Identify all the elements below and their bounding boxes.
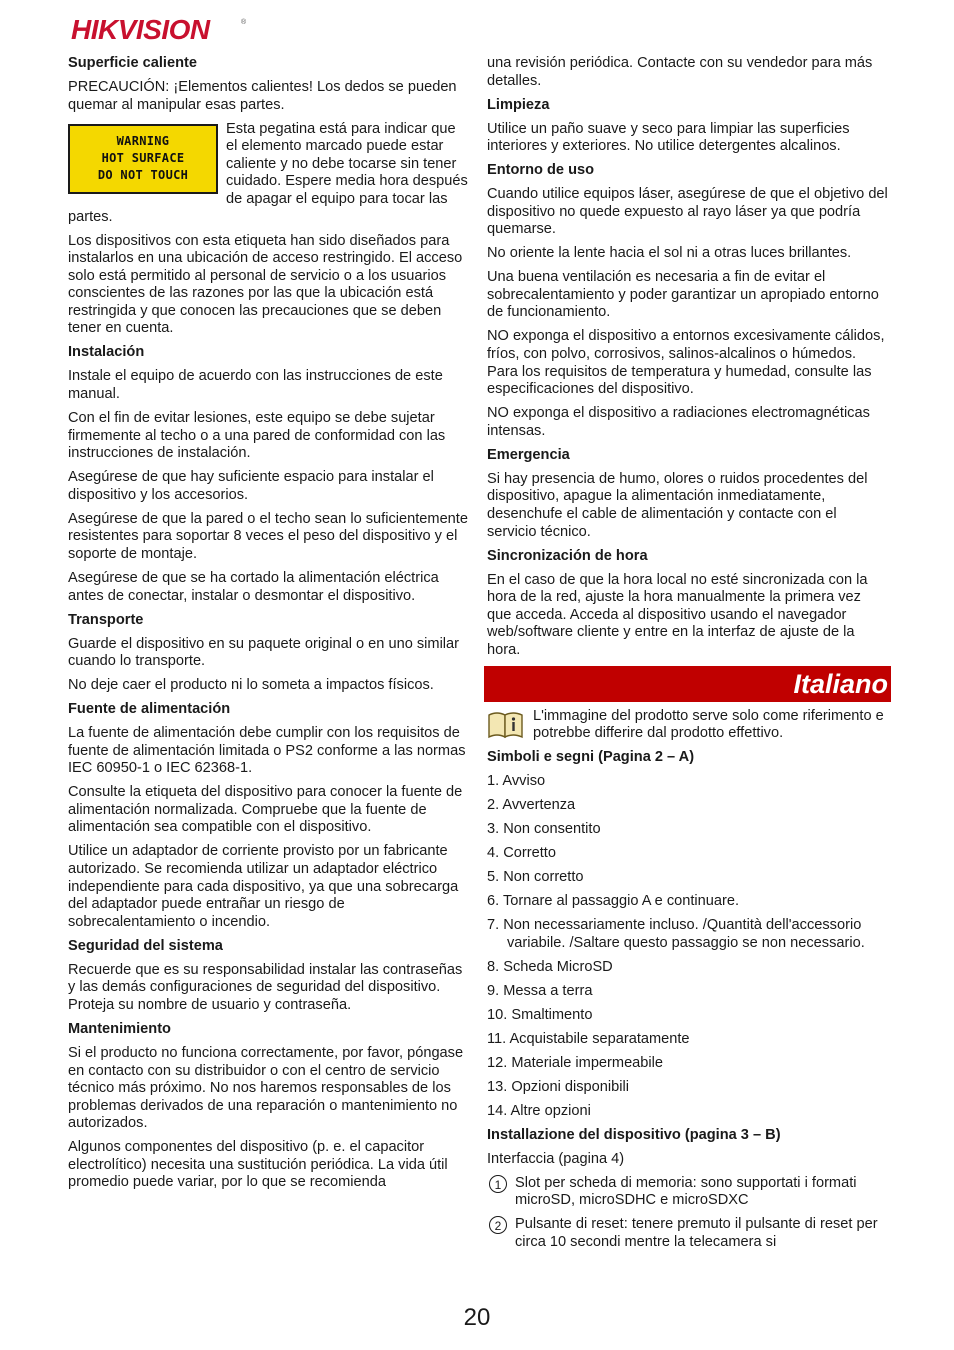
time-sync-heading: Sincronización de hora bbox=[487, 547, 648, 564]
emergency-paragraph: Si hay presencia de humo, olores o ruidos procedentes del dispositivo, apague la alimentación inmediatamente, desenchufe el cable de alimentación y contacte con el servicio técnico. bbox=[487, 470, 868, 540]
circled-number: 1 bbox=[489, 1175, 507, 1193]
transport-heading: Transporte bbox=[68, 611, 144, 628]
symbol-list-item: 1. Avviso bbox=[487, 773, 546, 790]
interface-item bbox=[487, 1216, 889, 1251]
environment-heading: Entorno de uso bbox=[487, 162, 595, 179]
note-info-icon bbox=[487, 709, 525, 739]
note-text: L'immagine del prodotto serve solo come riferimento e potrebbe differire dal prodotto effettivo. bbox=[533, 707, 884, 742]
warning-line-3: DO NOT TOUCH bbox=[97, 168, 189, 183]
power-supply-paragraph: Consulte la etiqueta del dispositivo para conocer la fuente de alimentación normalizada. Compruebe que la fuente de alimentación sea compatible con el dispositivo. bbox=[68, 784, 463, 836]
system-security-paragraph: Recuerde que es su responsabilidad instalar las contraseñas y las demás configuraciones de seguridad del dispositivo. Proteja su nombre de usuario y contraseña. bbox=[68, 961, 463, 1013]
cleaning-paragraph: Utilice un paño suave y seco para limpiar las superficies interiores y exteriores. No utilice detergentes alcalinos. bbox=[487, 120, 850, 155]
symbol-list-item: 12. Materiale impermeabile bbox=[487, 1054, 664, 1071]
symbol-list-item: 3. Non consentito bbox=[487, 821, 601, 838]
maintenance-paragraph: Si el producto no funciona correctamente, por favor, póngase en contacto con su distribuidor o con el centro de servicio técnico más próximo. No nos haremos responsables de los problemas derivados de una reparación o mantenimiento no autorizados. bbox=[68, 1044, 464, 1132]
left-column bbox=[68, 55, 470, 1198]
installation-heading: Instalación bbox=[68, 344, 145, 361]
power-supply-heading: Fuente de alimentación bbox=[68, 701, 231, 718]
transport-paragraph: Guarde el dispositivo en su paquete original o en uno similar cuando lo transporte. bbox=[68, 635, 460, 670]
brand-text: HIKVISION bbox=[71, 14, 210, 44]
symbol-list-item: 4. Corretto bbox=[487, 845, 556, 862]
interface-item-text: Pulsante di reset: tenere premuto il pulsante di reset per circa 10 secondi mentre la telecamera si bbox=[515, 1216, 878, 1250]
registered-mark: ® bbox=[241, 19, 247, 26]
interface-item-text: Slot per scheda di memoria: sono supportati i formati microSD, microSDHC e microSDXC bbox=[515, 1174, 857, 1209]
time-sync-paragraph: En el caso de que la hora local no esté sincronizada con la hora de la red, ajuste la hora manualmente la primera vez que acceda. Acceda al dispositivo usando el navegador web/software cliente y entre en la interfaz de ajuste de la hora. bbox=[487, 571, 868, 658]
symbol-list-item: 7. Non necessariamente incluso. /Quantità dell'accessorio variabile. /Saltare questo passaggio se non necessario. bbox=[487, 917, 865, 951]
interface-item bbox=[487, 1175, 889, 1210]
symbol-list-item: 13. Opzioni disponibili bbox=[487, 1078, 629, 1095]
symbol-list-item: 10. Smaltimento bbox=[487, 1006, 593, 1023]
symbols-heading: Simboli e segni (Pagina 2 – A) bbox=[487, 749, 695, 766]
installation-paragraph: Asegúrese de que hay suficiente espacio para instalar el dispositivo y los accesorios. bbox=[68, 469, 434, 503]
environment-paragraph: Una buena ventilación es necesaria a fin de evitar el sobrecalentamiento y poder garantizar un apropiado entorno de funcionamiento. bbox=[487, 269, 879, 321]
installation-paragraph: Asegúrese de que se ha cortado la alimentación eléctrica antes de conectar, instalar o desmontar el dispositivo. bbox=[68, 569, 439, 604]
symbol-list-item: 5. Non corretto bbox=[487, 869, 584, 886]
language-banner bbox=[484, 666, 891, 702]
restricted-location-paragraph: Los dispositivos con esta etiqueta han sido diseñados para instalarlos en una ubicación de acceso restringido. El acceso solo está permitido al personal de servicio o a los usuarios conscientes de las razones por las que la ubicación está restringida y que conocen las precauciones que se deben tener en cuenta. bbox=[68, 232, 463, 337]
note-block bbox=[487, 708, 889, 743]
installation-paragraph: Asegúrese de que la pared o el techo sean lo suficientemente resistentes para soportar 8 veces el peso del dispositivo y el soporte de montaje. bbox=[68, 510, 468, 562]
symbol-list-item: 14. Altre opzioni bbox=[487, 1102, 591, 1119]
symbol-list-item: 9. Messa a terra bbox=[487, 982, 593, 999]
symbol-list-item: 11. Acquistabile separatamente bbox=[487, 1030, 690, 1047]
maintenance-continued: una revisión periódica. Contacte con su vendedor para más detalles. bbox=[487, 55, 873, 89]
hot-surface-caution: PRECAUCIÓN: ¡Elementos calientes! Los dedos se pueden quemar al manipular esas partes. bbox=[68, 78, 457, 113]
cleaning-heading: Limpieza bbox=[487, 96, 550, 113]
circled-number: 2 bbox=[489, 1216, 507, 1234]
hot-surface-heading: Superficie caliente bbox=[68, 55, 197, 71]
transport-paragraph: No deje caer el producto ni lo someta a impactos físicos. bbox=[68, 677, 434, 694]
symbol-list-item: 6. Tornare al passaggio A e continuare. bbox=[487, 893, 740, 910]
maintenance-heading: Mantenimiento bbox=[68, 1020, 171, 1037]
environment-paragraph: NO exponga el dispositivo a radiaciones electromagnéticas intensas. bbox=[487, 405, 870, 439]
emergency-heading: Emergencia bbox=[487, 446, 570, 463]
environment-paragraph: No oriente la lente hacia el sol ni a otras luces brillantes. bbox=[487, 245, 852, 262]
page-number: 20 bbox=[463, 1304, 491, 1331]
warning-line-1: WARNING bbox=[116, 134, 170, 149]
installation-paragraph: Con el fin de evitar lesiones, este equipo se debe sujetar firmemente al techo o a una pared de conformidad con las instrucciones de instalación. bbox=[68, 410, 446, 462]
maintenance-paragraph: Algunos componentes del dispositivo (p. e. el capacitor electrolítico) necesita una sustitución periódica. La vida útil promedio puede variar, por lo que se recomienda bbox=[68, 1139, 448, 1191]
warning-hot-surface-sticker bbox=[68, 124, 218, 194]
warning-line-2: HOT SURFACE bbox=[101, 151, 185, 166]
system-security-heading: Seguridad del sistema bbox=[68, 937, 223, 954]
power-supply-paragraph: Utilice un adaptador de corriente provisto por un fabricante autorizado. Se recomienda utilizar un adaptador eléctrico independiente para cada dispositivo, ya que una sobrecarga del adaptador puede entrañar un riesgo de sobrecalentamiento o incendio. bbox=[68, 843, 459, 930]
interface-label: Interfaccia (pagina 4) bbox=[487, 1150, 625, 1167]
installation-paragraph: Instale el equipo de acuerdo con las instrucciones de este manual. bbox=[68, 368, 443, 403]
power-supply-paragraph: La fuente de alimentación debe cumplir con los requisitos de fuente de alimentación limitada o PS2 conforme a las normas IEC 60950-1 o IEC 62368-1. bbox=[68, 725, 466, 777]
symbol-list-item: 8. Scheda MicroSD bbox=[487, 958, 613, 975]
symbol-list-item: 2. Avvertenza bbox=[487, 797, 576, 814]
right-column bbox=[487, 55, 889, 1258]
environment-paragraph: NO exponga el dispositivo a entornos excesivamente cálidos, fríos, con polvo, corrosivos, salinos-alcalinos o húmedos. Para los requisitos de temperatura y humedad, consulte las especificaciones del dispositivo. bbox=[487, 328, 885, 398]
sticker-explanation: Esta pegatina está para indicar que el elemento marcado puede estar caliente y no debe tocarse sin tener cuidado. Espere media hora después de apagar el equipo para tocar las partes. bbox=[68, 120, 468, 225]
language-banner-label: Italiano bbox=[793, 668, 888, 699]
hikvision-logo bbox=[71, 14, 247, 44]
environment-paragraph: Cuando utilice equipos láser, asegúrese de que el objetivo del dispositivo no quede expuesto al rayo láser ya que podría quemarse. bbox=[487, 186, 888, 238]
device-install-heading: Installazione del dispositivo (pagina 3 – B) bbox=[487, 1126, 781, 1143]
